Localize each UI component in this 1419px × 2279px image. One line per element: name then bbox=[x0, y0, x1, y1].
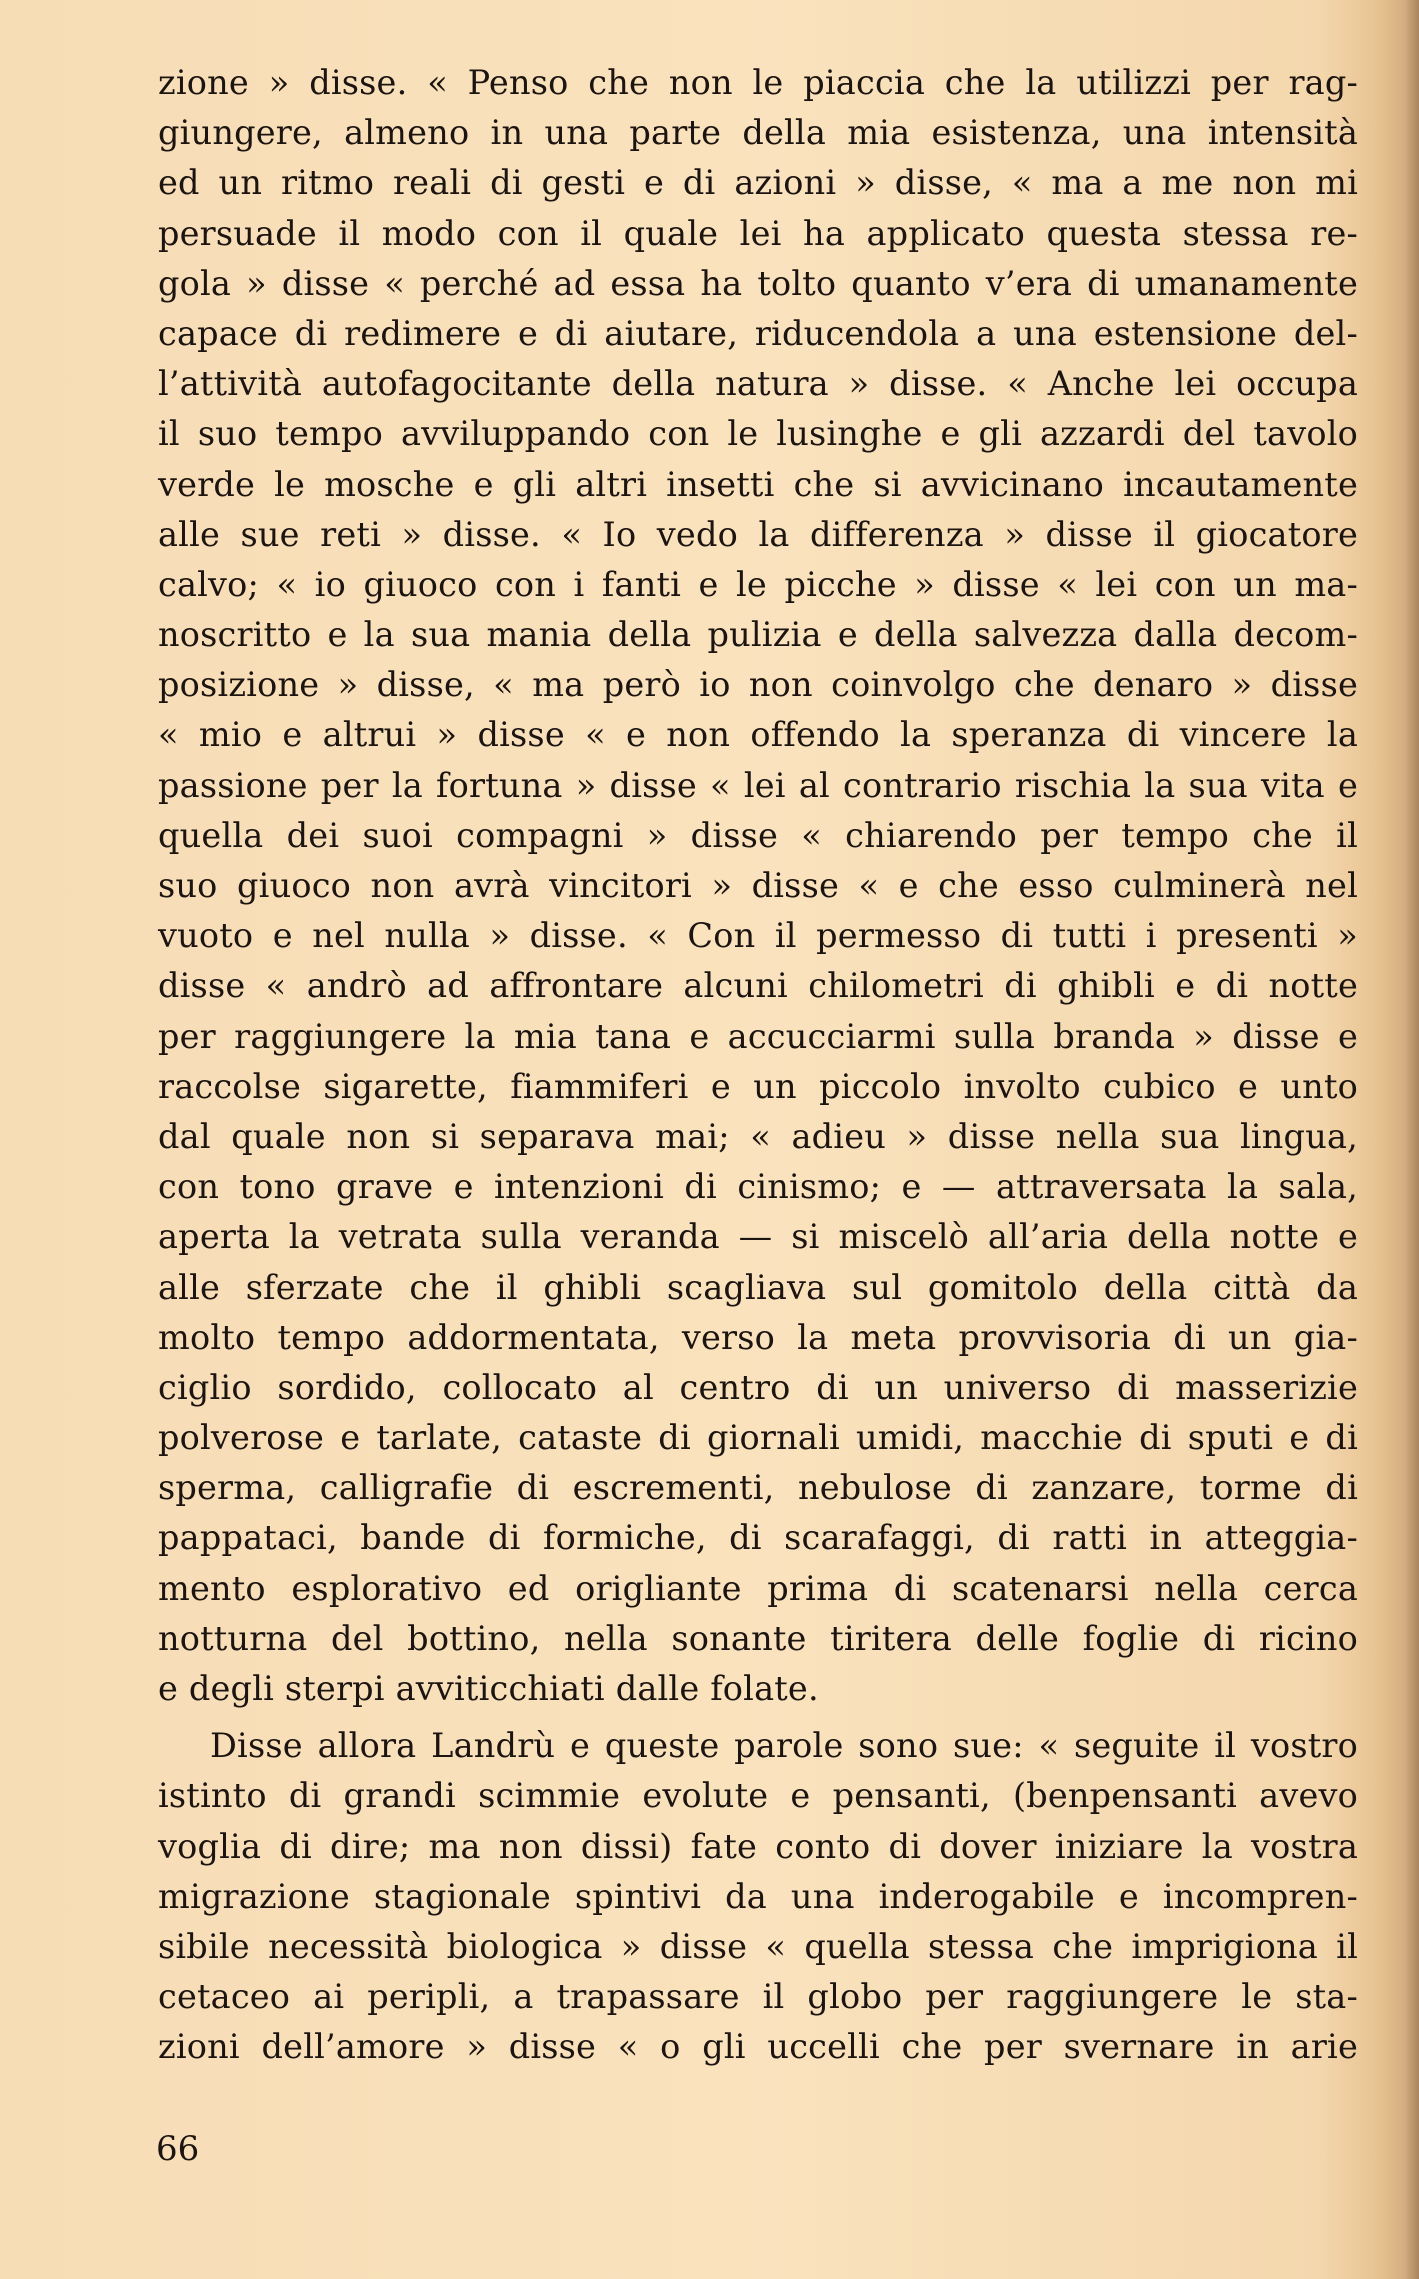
page-number: 66 bbox=[156, 2129, 200, 2169]
text-line: alle sferzate che il ghibli scagliava sul gomitolo della città da bbox=[158, 1267, 1358, 1307]
text-line: zioni dell’amore » disse « o gli uccelli che per svernare in arie bbox=[158, 2027, 1358, 2067]
text-line: raccolse sigarette, fiammiferi e un piccolo involto cubico e unto bbox=[158, 1066, 1358, 1106]
text-line: capace di redimere e di aiutare, riducendola a una estensione del- bbox=[158, 313, 1358, 353]
text-line: Disse allora Landrù e queste parole sono sue: « seguite il vostro bbox=[210, 1726, 1358, 1766]
text-line: mento esplorativo ed origliante prima di scatenarsi nella cerca bbox=[158, 1568, 1358, 1608]
text-line: ciglio sordido, collocato al centro di un universo di masserizie bbox=[158, 1367, 1358, 1407]
text-line: persuade il modo con il quale lei ha applicato questa stessa re- bbox=[158, 213, 1358, 253]
text-line: sperma, calligrafie di escrementi, nebulose di zanzare, torme di bbox=[158, 1468, 1358, 1508]
text-line: notturna del bottino, nella sonante tiritera delle foglie di ricino bbox=[158, 1618, 1358, 1658]
text-line: gola » disse « perché ad essa ha tolto quanto v’era di umanamente bbox=[158, 263, 1358, 303]
text-line: l’attività autofagocitante della natura » disse. « Anche lei occupa bbox=[158, 364, 1358, 404]
text-line: con tono grave e intenzioni di cinismo; e — attraversata la sala, bbox=[158, 1167, 1358, 1207]
paragraph-2 bbox=[158, 1721, 1358, 2072]
text-line: quella dei suoi compagni » disse « chiarendo per tempo che il bbox=[158, 815, 1358, 855]
text-line: migrazione stagionale spintivi da una inderogabile e incompren- bbox=[158, 1876, 1358, 1916]
text-line: disse « andrò ad affrontare alcuni chilometri di ghibli e di notte bbox=[158, 966, 1358, 1006]
text-line: suo giuoco non avrà vincitori » disse « e che esso culminerà nel bbox=[158, 866, 1358, 905]
text-line: zione » disse. « Penso che non le piaccia che la utilizzi per rag- bbox=[158, 63, 1358, 102]
text-line: molto tempo addormentata, verso la meta provvisoria di un gia- bbox=[158, 1317, 1358, 1357]
text-line: istinto di grandi scimmie evolute e pensanti, (benpensanti avevo bbox=[158, 1776, 1358, 1816]
text-line: pappataci, bande di formiche, di scarafaggi, di ratti in atteggia- bbox=[158, 1518, 1358, 1558]
text-line: giungere, almeno in una parte della mia esistenza, una intensità bbox=[158, 113, 1358, 153]
text-line: dal quale non si separava mai; « adieu » disse nella sua lingua, bbox=[158, 1116, 1358, 1156]
text-line: vuoto e nel nulla » disse. « Con il permesso di tutti i presenti » bbox=[158, 916, 1358, 956]
text-line: verde le mosche e gli altri insetti che si avvicinano incautamente bbox=[158, 464, 1358, 504]
body-text bbox=[158, 58, 1358, 2073]
text-line: voglia di dire; ma non dissi) fate conto di dover iniziare la vostra bbox=[158, 1826, 1358, 1866]
page-edge-shadow bbox=[1405, 0, 1419, 2279]
text-line: ed un ritmo reali di gesti e di azioni » disse, « ma a me non mi bbox=[158, 163, 1358, 203]
text-line: posizione » disse, « ma però io non coinvolgo che denaro » disse bbox=[158, 665, 1358, 705]
text-line: per raggiungere la mia tana e accucciarmi sulla branda » disse e bbox=[158, 1016, 1358, 1056]
paragraph-1 bbox=[158, 58, 1358, 1714]
text-line: noscritto e la sua mania della pulizia e della salvezza dalla decom- bbox=[158, 615, 1358, 655]
text-line: passione per la fortuna » disse « lei al contrario rischia la sua vita e bbox=[158, 765, 1358, 805]
text-line: alle sue reti » disse. « Io vedo la differenza » disse il giocatore bbox=[158, 514, 1358, 554]
text-line: il suo tempo avviluppando con le lusinghe e gli azzardi del tavolo bbox=[158, 414, 1358, 454]
text-line: « mio e altrui » disse « e non offendo la speranza di vincere la bbox=[158, 715, 1358, 755]
text-line: polverose e tarlate, cataste di giornali umidi, macchie di sputi e di bbox=[158, 1418, 1358, 1458]
text-line: cetaceo ai peripli, a trapassare il globo per raggiungere le sta- bbox=[158, 1977, 1358, 2017]
text-line: sibile necessità biologica » disse « quella stessa che imprigiona il bbox=[158, 1926, 1358, 1966]
text-line: e degli sterpi avviticchiati dalle folate. bbox=[158, 1669, 819, 1708]
text-line: calvo; « io giuoco con i fanti e le picche » disse « lei con un ma- bbox=[158, 564, 1358, 604]
paragraph-spacer bbox=[158, 1714, 1358, 1721]
text-line: aperta la vetrata sulla veranda — si miscelò all’aria della notte e bbox=[158, 1217, 1358, 1257]
